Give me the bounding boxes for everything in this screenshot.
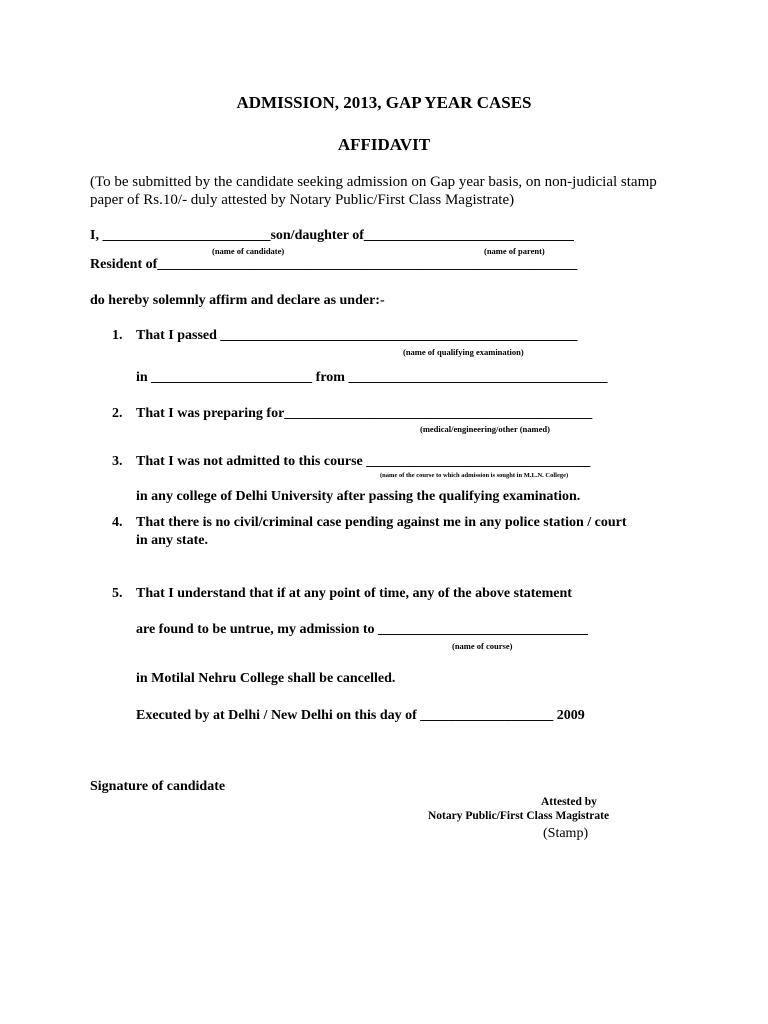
candidate-name-hint: (name of candidate) [212,246,285,256]
stamp-label: (Stamp) [543,826,589,841]
item-1-number: 1. [112,328,123,343]
item-5-line-2: are found to be untrue, my admission to ______________________________ [136,622,589,637]
instructions-line-2: paper of Rs.10/- duly attested by Notary Public/First Class Magistrate) [90,192,515,208]
item-5-text: That I understand that if at any point of time, any of the above statement [136,586,572,601]
item-4-continuation: in any state. [136,533,208,548]
item-3-hint: (name of the course to which admission is sought in M.L.N. College) [380,472,569,479]
item-3-number: 3. [112,454,123,469]
item-2-text: That I was preparing for____________________________________________ [136,406,593,421]
item-1-continuation: in _______________________ from _____________________________________ [136,370,608,385]
attested-by-label: Attested by [541,796,597,808]
item-4-text: That there is no civil/criminal case pending against me in any police station / court [136,515,627,530]
notary-label: Notary Public/First Class Magistrate [428,810,610,822]
item-4-number: 4. [112,515,123,530]
item-1-hint: (name of qualifying examination) [403,347,524,357]
declaration-text: do hereby solemnly affirm and declare as under:- [90,293,385,308]
item-5-line-4: Executed by at Delhi / New Delhi on this day of ___________________ 2009 [136,708,585,723]
instructions-line-1: (To be submitted by the candidate seeking admission on Gap year basis, on non-judicial stamp [90,174,657,190]
item-3-text: That I was not admitted to this course ________________________________ [136,454,591,469]
candidate-parent-line: I, ________________________son/daughter of______________________________ [90,228,574,243]
parent-name-hint: (name of parent) [484,246,545,256]
item-5-number: 5. [112,586,123,601]
item-1-text: That I passed ___________________________________________________ [136,328,578,343]
candidate-signature-label: Signature of candidate [90,779,226,794]
affidavit-title: AFFIDAVIT [337,135,431,154]
item-5-line-3: in Motilal Nehru College shall be cancelled. [136,671,396,686]
item-2-number: 2. [112,406,123,421]
resident-line: Resident of____________________________________________________________ [90,257,578,272]
document-heading: ADMISSION, 2013, GAP YEAR CASES [236,93,532,112]
item-5-hint: (name of course) [452,641,513,651]
item-2-hint: (medical/engineering/other (named) [420,424,550,434]
item-3-continuation: in any college of Delhi University after passing the qualifying examination. [136,489,581,504]
